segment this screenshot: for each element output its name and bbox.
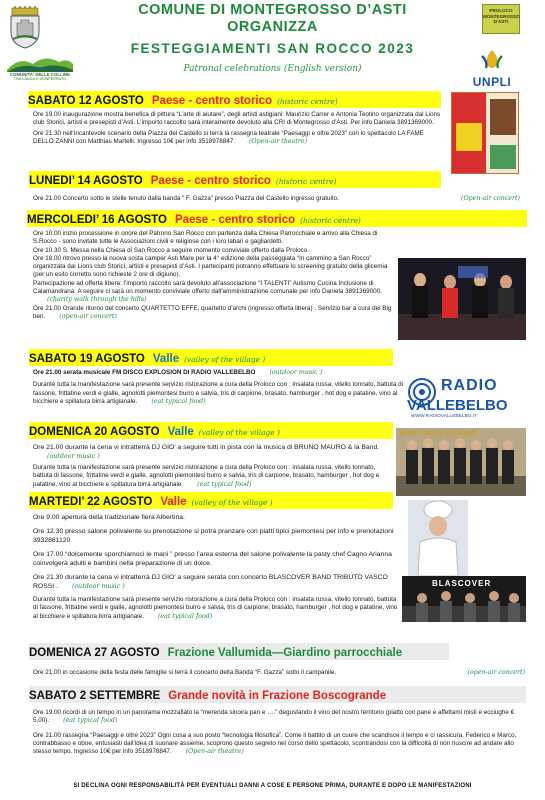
- event-tag: (Open-air theatre): [248, 137, 308, 145]
- proloco-logo-line: PROLOCO: [489, 8, 513, 13]
- unpli-logo: [470, 48, 514, 89]
- event-item: Ore 19.00 inaugurazione mostra benefica di pittura “L’arte di aiutare”, degli artisti astigiani: Maurizio Carrer e Antonia Teotino organizzata dal Lions club Storici, artisti e presepisti d’Asti. L’importo raccolto sarà interamente devoluto alla CRI di Montegrosso d’Asti. Per info Daniela 3891369000.: [33, 111, 441, 127]
- event-location: Grande novità in Frazione Boscogrande: [168, 690, 387, 702]
- event-location: Paese - centro storico: [174, 214, 296, 226]
- event-location: Paese - centro storico: [151, 95, 273, 107]
- event-body-dom20: [33, 443, 389, 489]
- event-location-en: (historic centre): [275, 177, 337, 186]
- proloco-logo: [482, 4, 520, 34]
- event-tag: (Open-air theatre): [185, 748, 244, 756]
- event-item: Ore 17.00 “dolcemente sporchiamoci le mani ” presso l’area esterna del salone polivalente la pasty chef Cagno Arianna coinvolgerà adulti e bambini nella preparazione di un dolce.: [33, 551, 392, 567]
- event-date: LUNEDI’ 14 AGOSTO: [29, 175, 143, 187]
- event-item: Ore 18.00 ritrovo presso la nuova sosta camper Asti Mare per la 4° edizione della passeggiata “In cammino a San Rocco” organizzata dal Lions club Storici, artisti e presepisti d’Asti. I partecipanti potranno effettuare lo screening gratuito della glicemia (per un esito corretto sono richieste 2 ore di digiuno).: [33, 254, 388, 279]
- event-item: Durante tutta la manifestazione sarà presente servizio ristorazione a cura della Proloco con : insalata russa, vitello tonnato, battuta di fassone, frittatine verdi e gialle, agnolotti piemontesi burro e salvia, tris di carpione, brasato, hamburger , hot dog e patatine, vino al bicchiere e spillatura birra artigianale.: [33, 464, 380, 488]
- event-item: Ore 21.00 in occasione della festa delle famiglie si terrà il concerto della Banda “F. Gazza” sotto il campanile.: [33, 669, 337, 676]
- event-tag: (eat typical food): [151, 397, 206, 405]
- event-location: Valle: [160, 496, 187, 508]
- event-item: Ore 21.00 durante la cena vi intratterrà DJ GIO’ a seguire tutti in pista con la musica di BRUNO MAURO & la Band.: [33, 444, 380, 451]
- event-item: Ore 21.00 Concerto sotto le stelle tenuto dalla banda “ F. Gazza” presso Piazza del Castello ingresso gratuito.: [33, 195, 339, 202]
- event-date: DOMENICA 20 AGOSTO: [29, 426, 160, 438]
- band-photo-caption: Bruno Mauro e la band: [400, 430, 476, 437]
- event-item: Ore 21.30 nell’incantevole scenario della Piazza del Castello si terrà la rassegna teatrale “Paesaggi e oltre 2023” con lo spettacolo LA FAME DELLO ZANNI con Matthias Martelli. Ingresso 10€ per info 3518978847.: [33, 129, 424, 145]
- event-item: Ore 9.00 apertura della tradizionale fiera Albertina.: [33, 514, 185, 521]
- event-item: Ore 10.00 inizio processione in onore del Patrono San Rocco con partenza dalla Chiesa Parrocchiale e arrivo alla Chiesa di S.Rocco - sono invitate tutte le Associazioni civili e religiose con i loro labari e gagliardetti.: [33, 230, 378, 246]
- event-item: Ore 10.30 S. Messa nella Chiesa di San Rocco a seguire momento conviviale offerto dalla Proloco.: [33, 246, 310, 254]
- event-location: Valle: [167, 426, 194, 438]
- event-tag: (open-air concert): [467, 669, 525, 676]
- event-item: Durante tutta la manifestazione sarà presente servizio ristorazione a cura della Proloco con : insalata russa, vitello tonnato, battuta di fassone, frittatine verdi e gialle, agnolotti piemontesi burro e salvia, tris di carpione, brasato, hamburger , hot dog e patatine, vino al bicchiere e spillatura birra artigianale.: [33, 381, 403, 405]
- unpli-text: UNPLI: [472, 75, 512, 89]
- event-header-sab19: [29, 349, 393, 366]
- title-festeggiamenti: FESTEGGIAMENTI SAN ROCCO 2023: [130, 41, 415, 56]
- unpli-flame-icon: [470, 48, 514, 70]
- event-tag: (eat typical food): [63, 717, 118, 725]
- event-item: Ore 12.30 presso salone polivalente su prenotazione si potrà pranzare con piatti tipici piemontesi per info e prenotazioni 3932861120: [33, 528, 394, 544]
- event-location: Paese - centro storico: [150, 175, 271, 187]
- blascover-logo-text: BLASCOVER: [432, 579, 492, 588]
- event-body-sab2sett: [33, 709, 525, 756]
- event-header-dom20: [29, 422, 393, 439]
- poster-photo-paesaggi: [451, 92, 519, 174]
- radio-vallebelbo-logo: [405, 373, 527, 423]
- event-body-sab19: [33, 369, 403, 406]
- event-tag: (eat typical food): [197, 480, 252, 488]
- event-header-lun14: [29, 171, 441, 188]
- event-tag: (charity walk through the hills): [47, 296, 147, 304]
- event-header-mar22: [29, 492, 393, 509]
- proloco-logo-line: D'ASTI: [493, 19, 509, 25]
- event-item: Ore 19.00 ricordi di un tempo in un panorama mozzafiato la “merenda sinoira pan e ….” degustando il vino del nostro territorio (piatto con pane e affettami misti e ecciughe € 5,00).: [33, 709, 515, 725]
- event-date: MARTEDI’ 22 AGOSTO: [29, 496, 153, 508]
- event-item: Ore 21.00 rassegna “Paesaggi e oltre 2023” Ogni cosa a suo posto “tecnologia filosofica”. Come il battito di un cuore che scandisce il tempo e ci rassicura. Federico e Marco, contrabbasso e oboe, entusiasti dall’idea di suonare assieme, scoprono questo segreto nel corso dello spettacolo, scontrandosi con la difficoltà di non riuscire ad andare allo stesso tempo. Ingresso 10€ per info 3518978847.: [33, 731, 517, 756]
- event-body-sab12: [33, 111, 441, 146]
- event-date: SABATO 12 AGOSTO: [28, 95, 144, 107]
- event-location-en: (valley of the village ): [198, 428, 280, 437]
- event-header-sab12: [28, 91, 441, 108]
- event-tag: (outdoor music ): [71, 583, 125, 590]
- event-body-dom27: [33, 669, 525, 677]
- radio-logo-line2: VALLEBELBO: [407, 397, 508, 414]
- event-tag: (eat typical food): [157, 612, 213, 620]
- event-body-mer16: [33, 230, 396, 321]
- hills-logo-line1: COMUNITA' DELLE COLLINE: [10, 72, 70, 77]
- event-date: MERCOLEDI’ 16 AGOSTO: [27, 214, 167, 226]
- event-body-lun14: [33, 195, 520, 203]
- header: [0, 0, 545, 88]
- pastry-chef-photo: [408, 500, 468, 576]
- hills-logo-line2: TRA LANGA E MONFERRATO: [13, 77, 67, 81]
- event-tag: (outdoor music ): [269, 369, 323, 376]
- event-location-en: (valley of the village ): [184, 355, 266, 364]
- event-location-en: (valley of the village ): [191, 498, 273, 507]
- title-organizza: ORGANIZZA: [227, 19, 318, 35]
- footer-disclaimer: SI DECLINA OGNI RESPONSABILITÀ PER EVENTUALI DANNI A COSE E PERSONE PRIMA, DURANTE E DOPO LE MANIFESTAZIONI: [73, 783, 472, 789]
- event-header-mer16: [27, 210, 527, 227]
- subtitle-english: Patronal celebrations (English version): [183, 64, 362, 74]
- radio-logo-line1: RADIO: [441, 377, 498, 394]
- event-tag: (outdoor music ): [47, 453, 100, 460]
- event-item: Partecipazione ad offerta libera: l’importo raccolto sarà devoluto all’associazione “I TALENTI” Autismo Cucina Inclusione di Calamandrana. A seguire ci sarà un momento conviviale offerto dall’amministrazione comunale per info Daniela 3891369000.: [33, 279, 382, 296]
- event-date: DOMENICA 27 AGOSTO: [29, 647, 160, 659]
- proloco-logo-line: MONTEGROSSO: [483, 13, 520, 19]
- radio-logo-url: WWW.RADIOVALLEBELBO.IT: [411, 414, 478, 419]
- event-tag: (open-air concert): [59, 312, 117, 320]
- event-item: Durante tutta la manifestazione sarà presente servizio ristorazione a cura della Proloco con : insalata russa, vitello tonnato, battuta di fassone, frittatine verdi e gialle, agnolotti piemontesi burro e salvia, tris di carpione, brasato, hamburger , hot dog e patatine, vino al bicchiere e spillatura birra artigianale.: [33, 596, 398, 620]
- event-location-en: (historic centre): [300, 216, 361, 225]
- blascover-band-photo: [402, 576, 526, 622]
- event-item: Ore 21.00 Grande ritorno del concerto QUARTETTO EFFE, quartetto d’archi (ingresso offerta libera) . Servizio bar a cura del Big ben.: [33, 304, 392, 320]
- event-item: Ore 21.30 durante la cena vi intratterrà DJ GIO’ a seguire serata con concerto BLASCOVER BAND TRIBUTO VASCO ROSSI .: [33, 574, 388, 590]
- event-location: Frazione Vallumida—Giardino parrocchiale: [167, 647, 403, 659]
- event-tag: (Open-air concert): [461, 195, 520, 202]
- event-item: Ore 21.00 serata musicale FM DISCO EXPLOSION DI RADIO VALLEBELBO: [33, 369, 256, 376]
- event-date: SABATO 19 AGOSTO: [29, 353, 145, 365]
- event-location-en: (historic centre): [277, 97, 338, 106]
- concert-photo-quartetto: [398, 258, 526, 340]
- event-body-mar22: [33, 513, 398, 621]
- event-header-dom27: [29, 643, 449, 660]
- event-date: SABATO 2 SETTEMBRE: [29, 690, 161, 702]
- title-comune: COMUNE DI MONTEGROSSO D’ASTI: [138, 2, 407, 18]
- event-location: Valle: [152, 353, 180, 365]
- band-photo-bruno-mauro: [396, 428, 526, 496]
- event-header-sab2sett: [29, 686, 526, 703]
